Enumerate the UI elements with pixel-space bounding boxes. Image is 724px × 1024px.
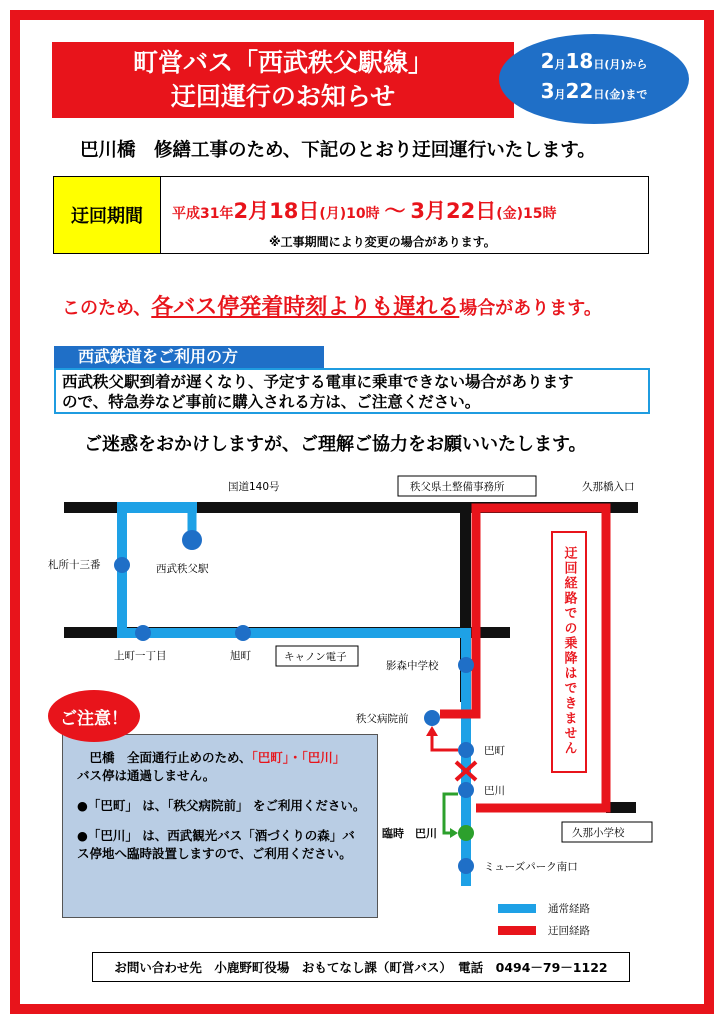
label-kamimachi: 上町一丁目 xyxy=(114,650,167,662)
caution-p1: 巴橋 全面通行止めのため、「巴町」・「巴川」 バス停は通過しません。 xyxy=(77,750,346,783)
redirect-arrow-head xyxy=(426,726,438,736)
stop-fudasho xyxy=(114,557,130,573)
legend-detour-label: 迂回経路 xyxy=(548,925,590,937)
detour-notice-text: 迂回経路での乗降はできません xyxy=(561,546,577,756)
title-banner xyxy=(52,42,514,118)
delay-warning: このため、各バス停発着時刻よりも遅れる場合があります。 xyxy=(62,295,602,320)
stop-temporary xyxy=(458,825,474,841)
seibu-notice: 西武秩父駅到着が遅くなり、予定する電車に乗車できない場合があります ので、特急券など事前に購入される方は、ご注意ください。 xyxy=(54,368,650,414)
stop-museum xyxy=(458,858,474,874)
stop-seibu-station xyxy=(182,530,202,550)
label-museum: ミューズパーク南口 xyxy=(484,861,578,873)
label-tomoemachi: 巴町 xyxy=(484,745,505,757)
legend-detour-swatch xyxy=(498,926,536,935)
label-tomoegawa: 巴川 xyxy=(484,785,505,797)
stop-tomoegawa xyxy=(458,782,474,798)
label-temporary: 臨時 巴川 xyxy=(382,827,437,840)
stop-hospital xyxy=(424,710,440,726)
caution-box xyxy=(62,734,378,918)
label-route140: 国道140号 xyxy=(228,481,280,493)
label-kuna-school: 久那小学校 xyxy=(572,827,625,839)
label-kagemori: 影森中学校 xyxy=(386,660,439,672)
label-asahicho: 旭町 xyxy=(230,650,251,662)
period-label: 迂回期間 xyxy=(54,177,161,253)
title-line2: 迂回運行のお知らせ xyxy=(170,82,396,111)
date-end: 3月22日(金)まで xyxy=(540,79,648,103)
stop-kamimachi xyxy=(135,625,151,641)
label-fudasho: 札所十三番 xyxy=(48,559,101,571)
temp-arrow xyxy=(444,794,458,833)
normal-route-top xyxy=(117,502,197,513)
caution-p3: ●「巴川」 は、西武観光バス「酒づくりの森」バス停地へ臨時設置しますので、ご利用ください。 xyxy=(77,828,355,861)
date-start: 2月18日(月)から xyxy=(540,49,648,73)
label-kunabashi: 久那橋入口 xyxy=(582,481,635,493)
contact-info: お問い合わせ先 小鹿野町役場 おもてなし課（町営バス） 電話 0494－79－1122 xyxy=(92,952,630,982)
stop-kagemori xyxy=(458,657,474,673)
label-canon: キャノン電子 xyxy=(284,651,347,663)
label-office: 秩父県土整備事務所 xyxy=(410,481,505,493)
label-hospital: 秩父病院前 xyxy=(356,713,409,725)
legend-normal-label: 通常経路 xyxy=(548,903,590,915)
stop-tomoemachi xyxy=(458,742,474,758)
period-note: ※工事期間により変更の場合があります。 xyxy=(269,235,496,249)
caution-badge: ご注意！ xyxy=(48,690,140,742)
caution-p2: ●「巴町」 は、「秩父病院前」 をご利用ください。 xyxy=(77,798,366,813)
legend-normal-swatch xyxy=(498,904,536,913)
temp-arrow-head xyxy=(450,828,458,838)
date-badge xyxy=(499,34,689,124)
title-line1: 町営バス「西武秩父駅線」 xyxy=(132,48,433,77)
period-range: 平成31年2月18日(月)10時 ～ 3月22日(金)15時 xyxy=(172,199,557,223)
lead-text: 巴川橋 修繕工事のため、下記のとおり迂回運行いたします。 xyxy=(80,140,596,161)
stop-asahicho xyxy=(235,625,251,641)
seibu-heading: 西武鉄道をご利用の方 xyxy=(54,346,324,368)
detour-period-box xyxy=(53,176,649,254)
apology-text: ご迷惑をおかけしますが、ご理解ご協力をお願いいたします。 xyxy=(84,434,587,455)
label-seibu-station: 西武秩父駅 xyxy=(156,563,209,575)
